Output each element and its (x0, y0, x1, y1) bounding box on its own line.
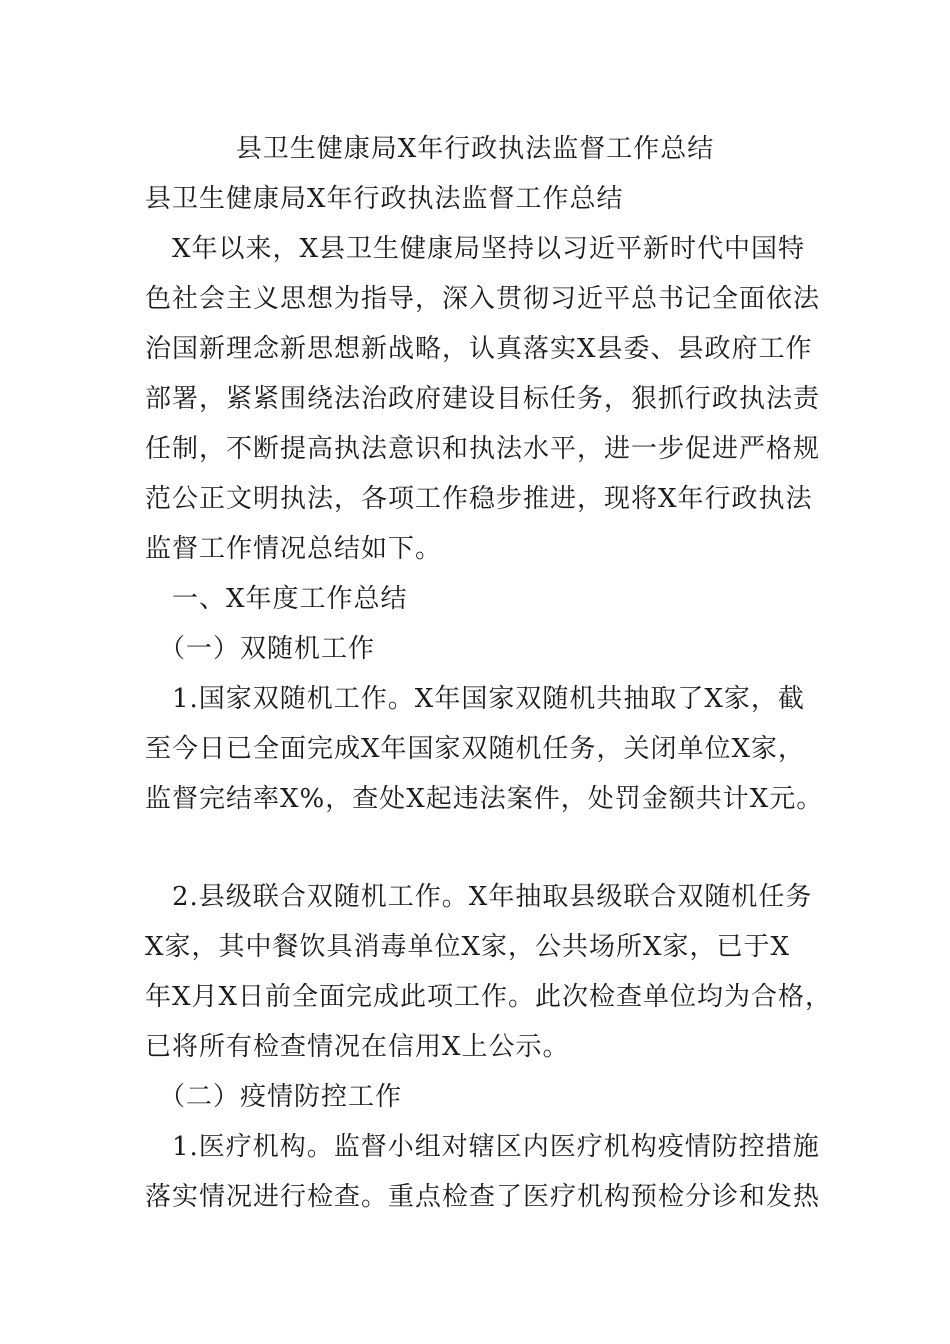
body-line: 部署，紧紧围绕法治政府建设目标任务，狠抓行政执法责 (145, 384, 821, 414)
subsection-heading: （一）双随机工作 (145, 634, 376, 664)
section-heading: 一、X年度工作总结 (145, 584, 408, 614)
body-line: 监督工作情况总结如下。 (145, 534, 443, 564)
body-line: 范公正文明执法，各项工作稳步推进，现将X年行政执法 (145, 484, 813, 514)
body-line: 监督完结率X%，查处X起违法案件，处罚金额共计X元。 (145, 784, 824, 814)
body-line: 已将所有检查情况在信用X上公示。 (145, 1032, 570, 1062)
body-line: 色社会主义思想为指导，深入贯彻习近平总书记全面依法 (145, 284, 821, 314)
subsection-heading: （二）疫情防控工作 (145, 1082, 403, 1112)
body-line: 年X月X日前全面完成此项工作。此次检查单位均为合格， (145, 982, 833, 1012)
body-line: 落实情况进行检查。重点检查了医疗机构预检分诊和发热 (145, 1182, 821, 1212)
document-subtitle: 县卫生健康局X年行政执法监督工作总结 (145, 184, 624, 214)
body-line: 1.国家双随机工作。X年国家双随机共抽取了X家，截 (145, 684, 805, 714)
body-line: 治国新理念新思想新战略，认真落实X县委、县政府工作 (145, 334, 813, 364)
body-line: 任制，不断提高执法意识和执法水平，进一步促进严格规 (145, 434, 821, 464)
document-title: 县卫生健康局X年行政执法监督工作总结 (235, 134, 715, 164)
body-line: X家，其中餐饮具消毒单位X家，公共场所X家，已于X (145, 932, 791, 962)
body-line: 2.县级联合双随机工作。X年抽取县级联合双随机任务 (145, 882, 813, 912)
body-line: 至今日已全面完成X年国家双随机任务，关闭单位X家， (145, 734, 806, 764)
body-line: X年以来，X县卫生健康局坚持以习近平新时代中国特 (145, 234, 806, 264)
body-line: 1.医疗机构。监督小组对辖区内医疗机构疫情防控措施 (145, 1132, 820, 1162)
